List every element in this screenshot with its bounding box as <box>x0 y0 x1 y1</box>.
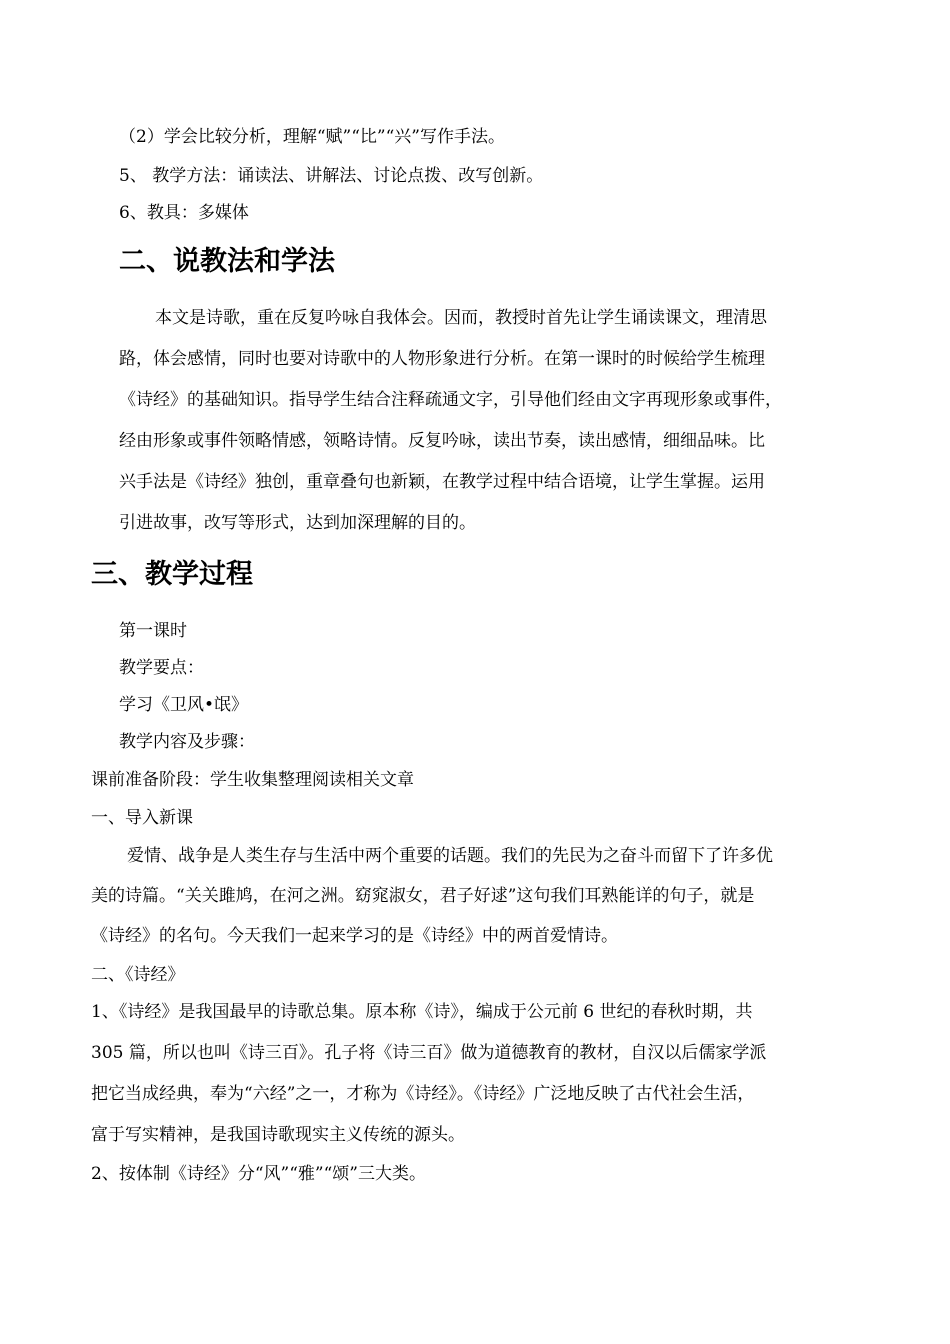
methods-line: 引进故事，改写等形式，达到加深理解的目的。 <box>119 513 476 533</box>
shijing-line: 1、《诗经》是我国最早的诗歌总集。原本称《诗》，编成于公元前 6 世纪的春秋时期，共 <box>91 1002 753 1022</box>
steps-label: 教学内容及步骤： <box>119 732 255 752</box>
methods-line: 《诗经》的基础知识。指导学生结合注释疏通文字，引导他们经由文字再现形象或事件， <box>119 390 782 410</box>
shijing-paragraph <box>91 992 766 1156</box>
prep-stage: 课前准备阶段：学生收集整理阅读相关文章 <box>91 770 414 790</box>
shijing-line: 富于写实精神，是我国诗歌现实主义传统的源头。 <box>91 1125 465 1145</box>
methods-line: 兴手法是《诗经》独创，重章叠句也新颖，在教学过程中结合语境，让学生掌握。运用 <box>119 472 765 492</box>
classification-line: 2、按体制《诗经》分“风”“雅”“颂”三大类。 <box>91 1164 426 1184</box>
intro-line: 美的诗篇。“关关雎鸠，在河之洲。窈窕淑女，君子好逑”这句我们耳熟能详的句子，就是 <box>91 886 755 906</box>
methods-line: 经由形象或事件领略情感，领略诗情。反复吟咏，读出节奏，读出感情，细细品味。比 <box>119 431 765 451</box>
methods-line: 本文是诗歌，重在反复吟咏自我体会。因而，教授时首先让学生诵读课文，理清思 <box>155 308 767 328</box>
shijing-line: 把它当成经典，奉为“六经”之一，才称为《诗经》。《诗经》广泛地反映了古代社会生活， <box>91 1084 755 1104</box>
section-heading-process: 三、教学过程 <box>91 559 253 590</box>
lesson-topic: 学习《卫风•氓》 <box>119 695 249 715</box>
intro-heading: 一、导入新课 <box>91 808 193 828</box>
section-heading-methods: 二、说教法和学法 <box>119 246 335 277</box>
methods-paragraph <box>119 298 782 544</box>
lesson-label: 第一课时 <box>119 621 187 641</box>
intro-line: 爱情、战争是人类生存与生活中两个重要的话题。我们的先民为之奋斗而留下了许多优 <box>127 846 773 866</box>
shijing-heading: 二、《诗经》 <box>91 965 185 985</box>
intro-paragraph <box>91 836 773 956</box>
intro-line: 《诗经》的名句。今天我们一起来学习的是《诗经》中的两首爱情诗。 <box>91 926 618 946</box>
key-points-label: 教学要点： <box>119 658 204 678</box>
objective-item-6: 6、教具：多媒体 <box>119 203 249 223</box>
shijing-line: 305 篇，所以也叫《诗三百》。孔子将《诗三百》做为道德教育的教材，自汉以后儒家学派 <box>91 1043 767 1063</box>
methods-line: 路，体会感情，同时也要对诗歌中的人物形象进行分析。在第一课时的时候给学生梳理 <box>119 349 765 369</box>
objective-item-5: 5、 教学方法：诵读法、讲解法、讨论点拨、改写创新。 <box>119 166 544 186</box>
objective-item-2: （2）学会比较分析，理解“赋”“比”“兴”写作手法。 <box>119 127 505 147</box>
